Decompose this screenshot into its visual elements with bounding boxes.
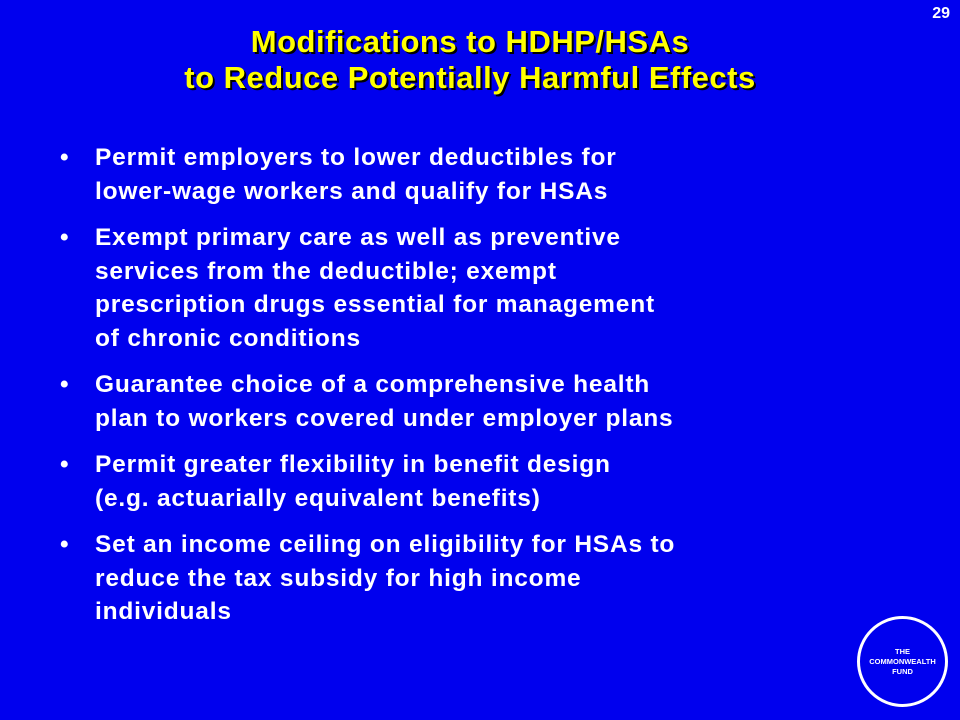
bullet-text-line: reduce the tax subsidy for high income xyxy=(95,564,582,592)
bullet-text-line: Permit greater flexibility in benefit design xyxy=(95,451,611,478)
bullet-text-line: prescription drugs essential for management xyxy=(95,291,655,318)
bullet-item xyxy=(60,221,890,355)
bullet-text-line: services from the deductible; exempt xyxy=(95,257,557,285)
bullet-item xyxy=(60,141,890,208)
bullet-list xyxy=(60,141,890,642)
bullet-marker: • xyxy=(60,531,70,558)
bullet-text-line: of chronic conditions xyxy=(95,324,361,352)
bullet-text-line: Permit employers to lower deductibles for xyxy=(95,144,617,171)
bullet-item xyxy=(60,368,890,435)
bullet-marker: • xyxy=(60,371,70,398)
bullet-text-line: Exempt primary care as well as preventive xyxy=(95,224,621,251)
bullet-text-line: (e.g. actuarially equivalent benefits) xyxy=(95,484,541,512)
bullet-text-line: lower-wage workers and qualify for HSAs xyxy=(95,177,609,205)
bullet-item xyxy=(60,528,890,629)
title-line-1: Modifications to HDHP/HSAs xyxy=(250,24,690,59)
bullet-marker: • xyxy=(60,144,70,171)
title-line-2: to Reduce Potentially Harmful Effects xyxy=(184,60,756,95)
bullet-text-line: individuals xyxy=(95,598,232,625)
slide-title xyxy=(0,24,940,96)
bullet-text-line: plan to workers covered under employer plans xyxy=(95,404,674,432)
logo-line-3: FUND xyxy=(892,666,913,676)
bullet-marker: • xyxy=(60,224,70,251)
bullet-text-line: Set an income ceiling on eligibility for HSAs to xyxy=(95,531,676,558)
logo-line-2: COMMONWEALTH xyxy=(869,656,936,666)
bullet-item xyxy=(60,448,890,515)
bullet-marker: • xyxy=(60,451,70,478)
logo-line-1: THE xyxy=(895,646,910,656)
slide-number: 29 xyxy=(932,5,950,22)
commonwealth-fund-logo xyxy=(857,616,948,707)
bullet-text-line: Guarantee choice of a comprehensive health xyxy=(95,371,651,398)
